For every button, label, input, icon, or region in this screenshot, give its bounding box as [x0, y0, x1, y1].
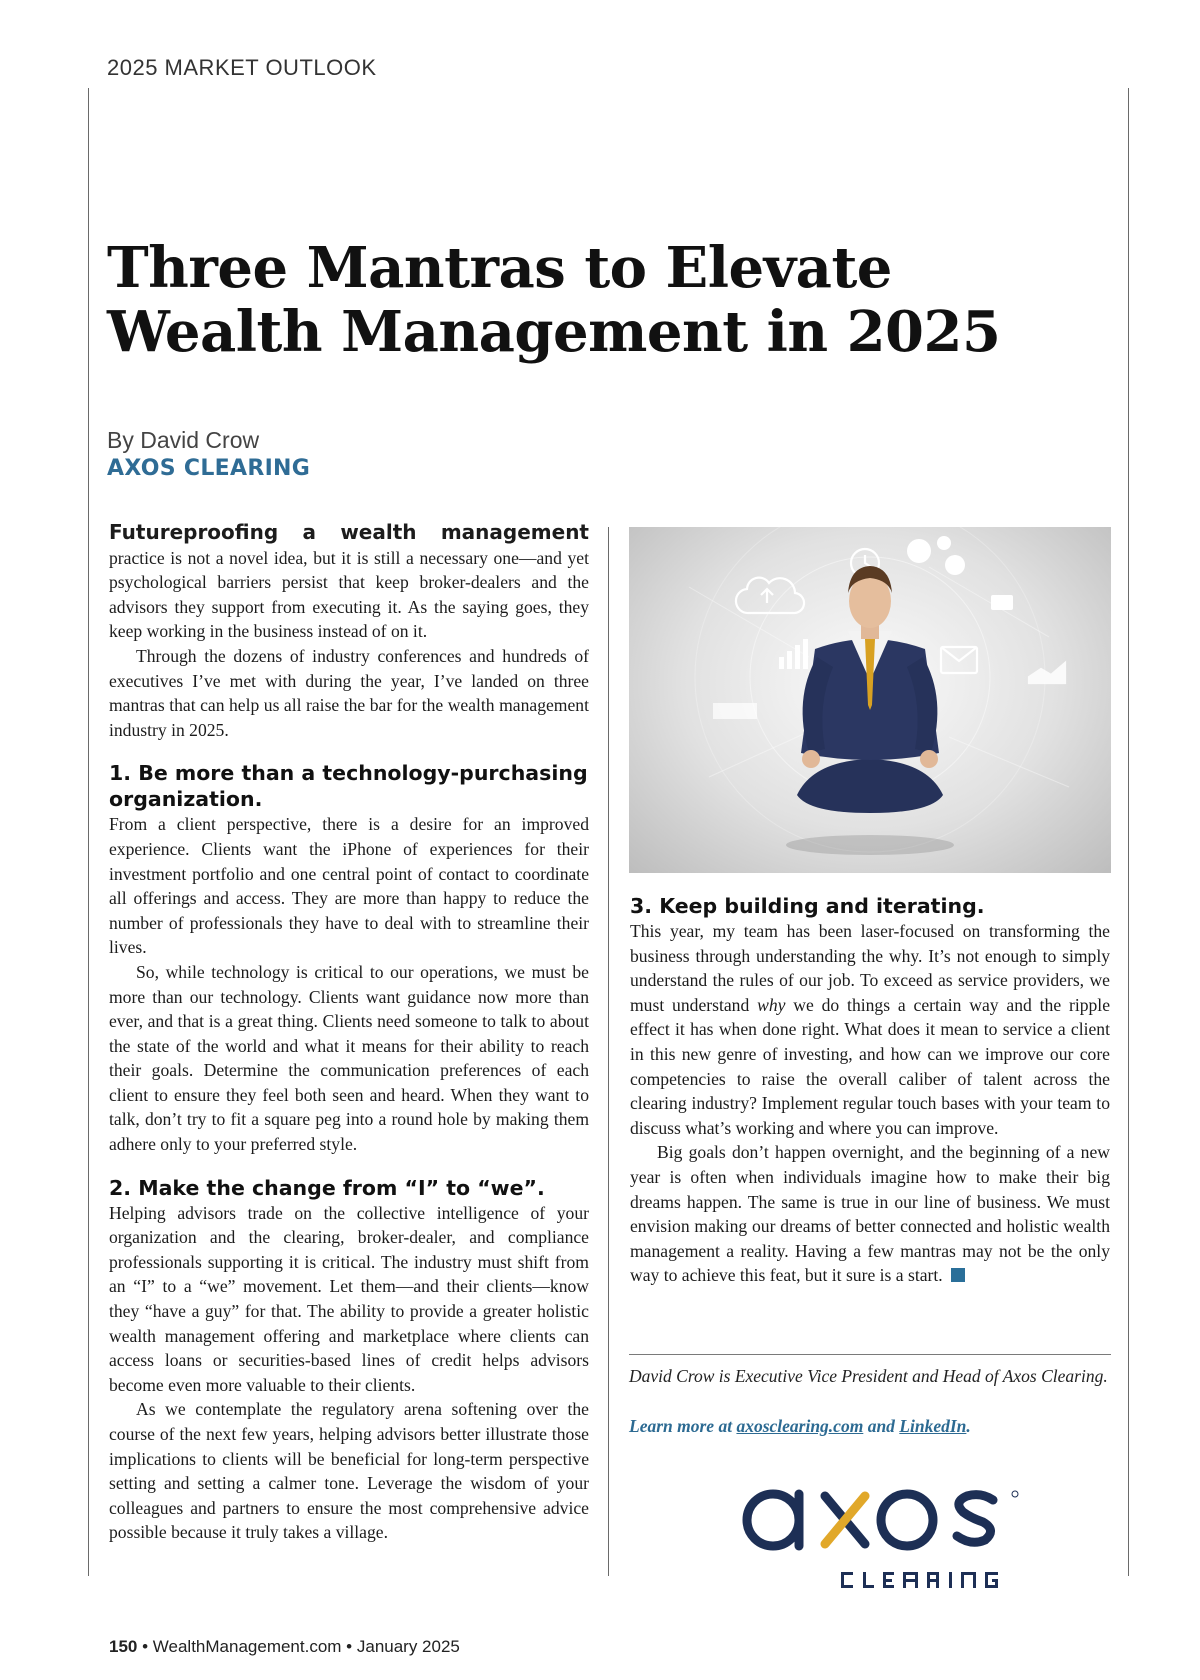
section-3-p1-text-b: we do things a certain way and the ripple effect it has when done right. What does it mean to service a client in this new genre of investing, and how can we improve our core competencies to raise the overall caliber of talent across the clearing industry? Implement regular touch bases with your team to discuss what’s working and where you can improve.	[630, 994, 1110, 1138]
section-3-p2-text: Big goals don’t happen overnight, and the beginning of a new year is often when individuals imagine how to make their big dreams happen. The same is true in our line of business. We must envision making our dreams of better connected and holistic wealth management a reality. Having a few mantras may not be the only way to achieve this feat, but it sure is a start.	[630, 1142, 1110, 1286]
section-3-p1-emphasis: why	[757, 994, 786, 1015]
author-organization: AXOS CLEARING	[107, 456, 311, 481]
footer-separator-2: •	[341, 1637, 357, 1656]
axosclearing-link[interactable]: axosclearing.com	[736, 1416, 864, 1436]
article-title: Three Mantras to Elevate Wealth Management in 2025	[107, 235, 1001, 365]
left-column-rule	[88, 88, 89, 1576]
axos-clearing-logo	[725, 1480, 1025, 1590]
footer-separator-1: •	[137, 1637, 153, 1656]
section-3-heading: 3. Keep building and iterating.	[630, 894, 985, 918]
left-column	[109, 520, 589, 1545]
section-2-paragraph-2: As we contemplate the regulatory arena softening over the course of the next few years, helping advisors better illustrate those implications to clients will be beneficial for long-term perspective setting and setting a calmer tone. Leverage the wisdom of your colleagues and partners to ensure the most comprehensive advice possible because it truly takes a village.	[109, 1399, 589, 1543]
author-bio: David Crow is Executive Vice President and Head of Axos Clearing.	[629, 1366, 1108, 1386]
section-label: 2025 MARKET OUTLOOK	[107, 55, 377, 80]
learn-more	[629, 1416, 1111, 1437]
intro-p1-text: practice is not a novel idea, but it is still a necessary one—and yet psychological barriers persist that keep broker-dealers and the advisors they support from executing it. As the saying goes, they keep working in the business instead of on it.	[109, 547, 589, 642]
center-column-rule	[608, 527, 609, 1576]
section-3-paragraph-1	[630, 919, 1110, 1140]
intro-paragraph-1	[109, 520, 589, 644]
section-2-paragraph-1: Helping advisors trade on the collective intelligence of your organization and the clearing, broker-dealer, and compliance professionals supporting it is critical. The industry must shift from an “I” to a “we” movement. Let them—and their clients—know they “have a guy” for that. The ability to provide a greater holistic wealth management offering and marketplace where clients can access loans or securities-based lines of credit helps advisors become even more valuable to their clients.	[109, 1202, 589, 1395]
page-footer	[109, 1637, 460, 1657]
businessman-figure	[797, 566, 943, 813]
right-column-rule	[1128, 88, 1129, 1576]
section-1-paragraph-2: So, while technology is critical to our operations, we must be more than our technology. Clients want guidance now more than ever, and that is a great thing. Clients need someone to talk to about the state of the world and what it means for their ability to reach their goals. Determine the communication preferences of each client to ensure they feel both seen and heard. When they want to talk, don’t try to fit a square peg into a round hole by making them adhere only to your preferred style.	[109, 961, 589, 1155]
photo-illustration	[629, 527, 1111, 873]
section-1-paragraph-1: From a client perspective, there is a desire for an improved experience. Clients want the iPhone of experiences for their investment portfolio and one central point of contact to coordinate all offerings and access. They are more than happy to reduce the number of professionals they have to deal with to streamline their lives.	[109, 814, 589, 958]
bio-divider	[629, 1354, 1111, 1355]
learn-more-suffix: .	[966, 1416, 971, 1436]
spacer	[109, 1157, 589, 1175]
section-3-paragraph-2	[630, 1140, 1110, 1288]
spacer	[109, 742, 589, 760]
right-column	[630, 893, 1110, 1288]
section-3-p1-text-a: This year, my team has been laser-focused on transforming the business through understanding the why. It’s not enough to simply understand the rules of our job. To exceed as service providers, we must understand	[630, 921, 1110, 1015]
end-of-article-mark	[951, 1268, 965, 1282]
byline: By David Crow	[107, 427, 260, 453]
page-number: 150	[109, 1637, 138, 1656]
meditating-businessman-photo	[629, 527, 1111, 873]
footer-date: January 2025	[356, 1637, 460, 1656]
linkedin-link[interactable]: LinkedIn	[899, 1416, 967, 1436]
section-2-heading: 2. Make the change from “I” to “we”.	[109, 1175, 545, 1200]
intro-paragraph-2: Through the dozens of industry conferences and hundreds of executives I’ve met with during the year, I’ve landed on three mantras that can help us all raise the bar for the wealth management industry in 2025.	[109, 645, 589, 740]
learn-more-prefix: Learn more at	[629, 1416, 737, 1436]
footer-site: WealthManagement.com	[152, 1637, 342, 1656]
section-1-heading: 1. Be more than a technology-purchasing organization.	[109, 761, 588, 812]
learn-more-middle: and	[863, 1416, 900, 1436]
intro-lead: Futureproofing a wealth management	[109, 520, 589, 544]
